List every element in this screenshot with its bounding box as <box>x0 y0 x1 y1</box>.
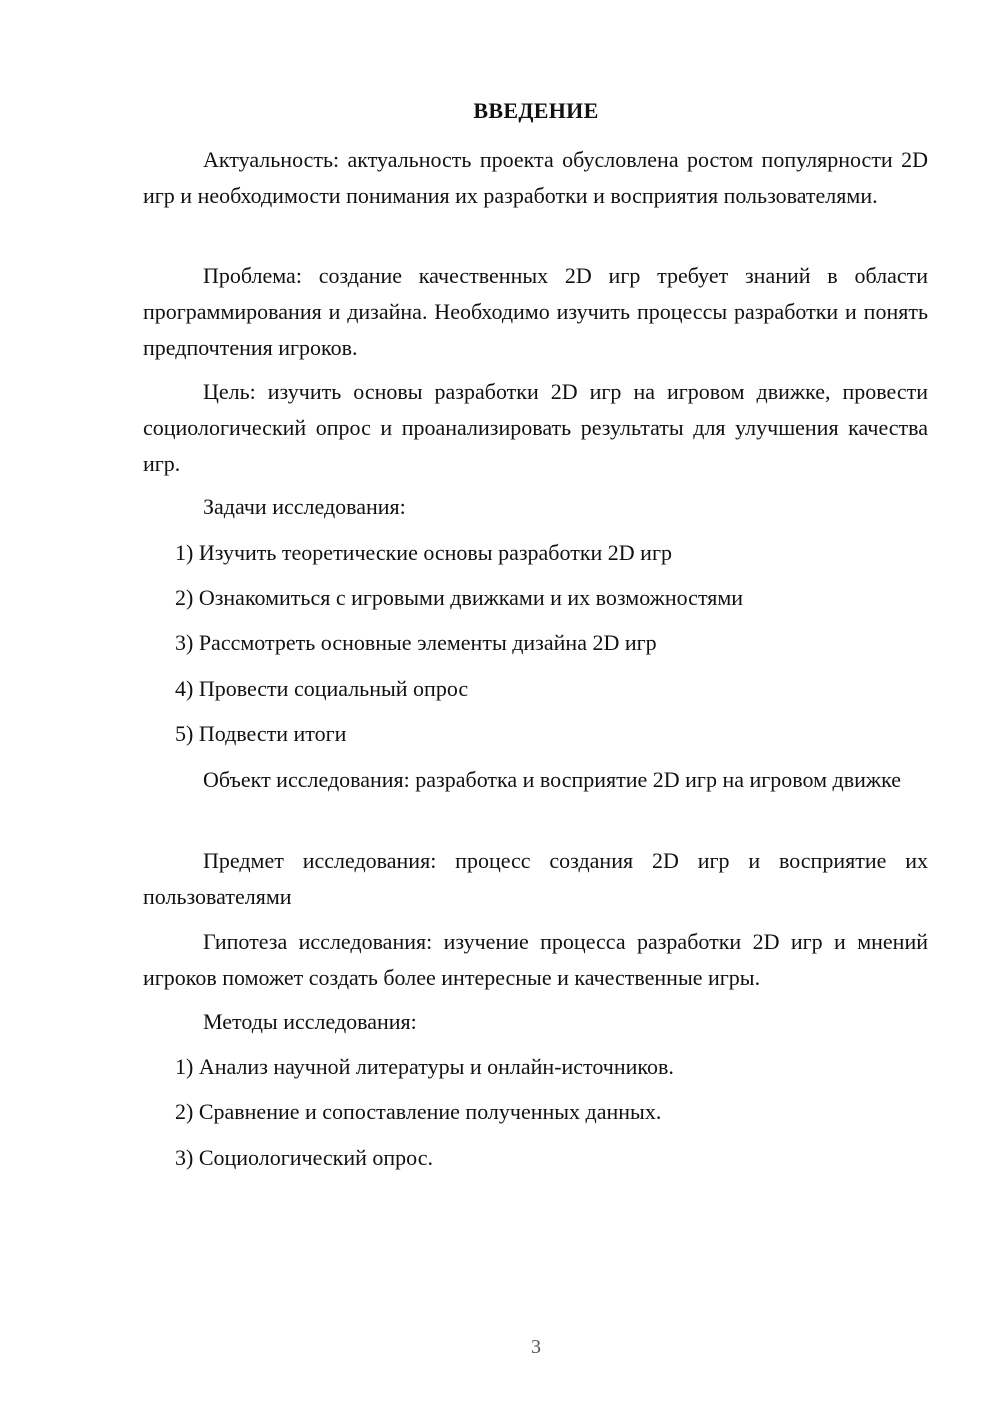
paragraph-problem: Проблема: создание качественных 2D игр требует знаний в области программирования и дизайна. Необходимо изучить процессы разработки и понять предпочтения игроков. <box>143 263 928 360</box>
task-item: 4) Провести социальный опрос <box>175 676 469 701</box>
methods-heading: Методы исследования: <box>203 1009 417 1034</box>
paragraph-relevance: Актуальность: актуальность проекта обусловлена ростом популярности 2D игр и необходимости понимания их разработки и восприятия пользователями. <box>143 147 928 208</box>
method-item: 3) Социологический опрос. <box>175 1145 433 1170</box>
paragraph-object: Объект исследования: разработка и восприятие 2D игр на игровом движке <box>203 767 901 792</box>
method-item: 2) Сравнение и сопоставление полученных данных. <box>175 1099 662 1124</box>
page-number: 3 <box>531 1336 541 1358</box>
task-item: 5) Подвести итоги <box>175 721 347 746</box>
page-title: ВВЕДЕНИЕ <box>473 98 599 123</box>
task-item: 3) Рассмотреть основные элементы дизайна 2D игр <box>175 630 657 655</box>
paragraph-subject: Предмет исследования: процесс создания 2D игр и восприятие их пользователями <box>143 848 928 909</box>
task-item: 2) Ознакомиться с игровыми движками и их возможностями <box>175 585 744 610</box>
paragraph-hypothesis: Гипотеза исследования: изучение процесса разработки 2D игр и мнений игроков поможет создать более интересные и качественные игры. <box>143 929 928 990</box>
tasks-heading: Задачи исследования: <box>203 494 406 519</box>
task-item: 1) Изучить теоретические основы разработки 2D игр <box>175 540 672 565</box>
paragraph-goal: Цель: изучить основы разработки 2D игр на игровом движке, провести социологический опрос и проанализировать результаты для улучшения качества игр. <box>143 379 928 476</box>
method-item: 1) Анализ научной литературы и онлайн-источников. <box>175 1054 674 1079</box>
